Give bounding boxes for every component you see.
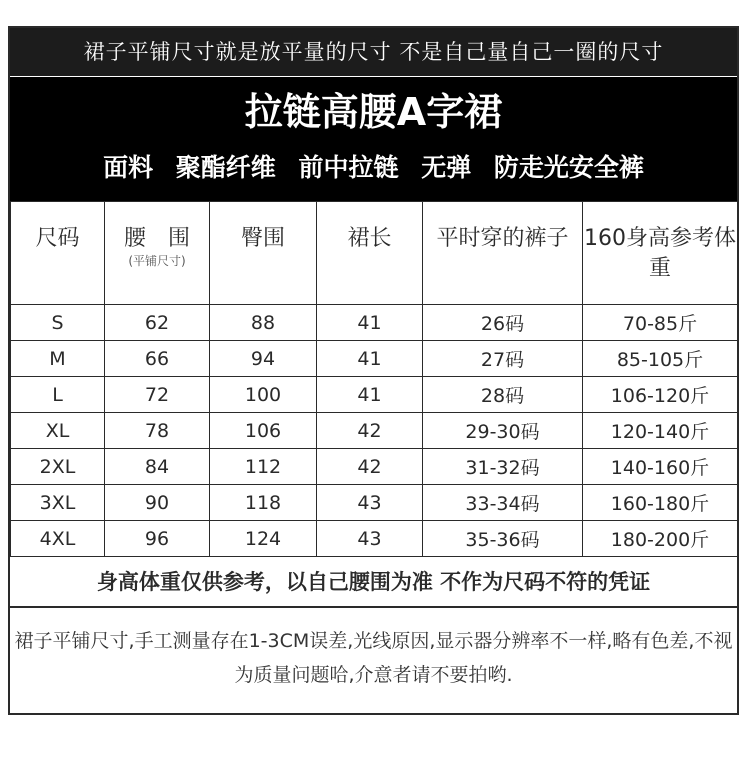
table-cell: 70-85斤	[583, 305, 738, 341]
table-cell: 2XL	[11, 449, 105, 485]
table-cell: 41	[317, 341, 423, 377]
table-cell: 85-105斤	[583, 341, 738, 377]
table-cell: 41	[317, 305, 423, 341]
table-cell: 42	[317, 413, 423, 449]
column-header	[423, 202, 583, 305]
table-row	[11, 377, 738, 413]
table-cell: 84	[105, 449, 210, 485]
table-row	[11, 413, 738, 449]
table-cell: 33-34码	[423, 485, 583, 521]
table-cell: 118	[210, 485, 317, 521]
size-table	[10, 201, 738, 557]
table-header-row	[11, 202, 738, 305]
column-header	[105, 202, 210, 305]
table-cell: S	[11, 305, 105, 341]
size-chart-frame	[8, 26, 739, 715]
product-features: 面料 聚酯纤维 前中拉链 无弹 防走光安全裤	[103, 153, 644, 182]
table-cell: 180-200斤	[583, 521, 738, 557]
disclaimer-text: 身高体重仅供参考，以自己腰围为准 不作为尺码不符的凭证	[10, 559, 737, 608]
column-header-label: 臀围	[240, 226, 285, 251]
table-cell: 94	[210, 341, 317, 377]
table-body	[11, 305, 738, 557]
table-cell: XL	[11, 413, 105, 449]
column-header-label: 腰 围	[123, 226, 190, 251]
column-header-sublabel: (平铺尺寸)	[128, 254, 186, 268]
column-header	[11, 202, 105, 305]
table-cell: 120-140斤	[583, 413, 738, 449]
table-cell: L	[11, 377, 105, 413]
table-cell: 4XL	[11, 521, 105, 557]
table-cell: 72	[105, 377, 210, 413]
table-cell: 43	[317, 521, 423, 557]
table-row	[11, 521, 738, 557]
table-cell: 3XL	[11, 485, 105, 521]
table-cell: 42	[317, 449, 423, 485]
table-cell: 124	[210, 521, 317, 557]
table-cell: 100	[210, 377, 317, 413]
error-note: 裙子平铺尺寸,手工测量存在1-3CM误差,光线原因,显示器分辨率不一样,略有色差,不视为质量问题哈,介意者请不要拍哟.	[14, 630, 733, 686]
table-cell: 88	[210, 305, 317, 341]
table-cell: 43	[317, 485, 423, 521]
table-cell: 27码	[423, 341, 583, 377]
table-cell: 62	[105, 305, 210, 341]
product-title: 拉链高腰A字裙	[244, 90, 503, 134]
table-cell: 31-32码	[423, 449, 583, 485]
measurement-note: 裙子平铺尺寸就是放平量的尺寸 不是自己量自己一圈的尺寸	[10, 28, 737, 76]
column-header-label: 平时穿的裤子	[436, 226, 569, 251]
table-row	[11, 449, 738, 485]
table-cell: 29-30码	[423, 413, 583, 449]
table-cell: 112	[210, 449, 317, 485]
table-cell: 26码	[423, 305, 583, 341]
column-header	[317, 202, 423, 305]
table-cell: 160-180斤	[583, 485, 738, 521]
table-cell: 106-120斤	[583, 377, 738, 413]
table-cell: 66	[105, 341, 210, 377]
table-cell: 78	[105, 413, 210, 449]
table-cell: 140-160斤	[583, 449, 738, 485]
product-banner	[10, 77, 737, 201]
table-cell: 106	[210, 413, 317, 449]
table-cell: 28码	[423, 377, 583, 413]
column-header-label: 裙长	[347, 226, 392, 251]
column-header-label: 尺码	[35, 226, 80, 251]
table-row	[11, 341, 738, 377]
column-header	[210, 202, 317, 305]
table-cell: 41	[317, 377, 423, 413]
table-cell: M	[11, 341, 105, 377]
column-header-label: 160身高参考体重	[584, 226, 736, 281]
table-row	[11, 485, 738, 521]
table-cell: 96	[105, 521, 210, 557]
table-cell: 35-36码	[423, 521, 583, 557]
table-cell: 90	[105, 485, 210, 521]
column-header	[583, 202, 738, 305]
table-row	[11, 305, 738, 341]
